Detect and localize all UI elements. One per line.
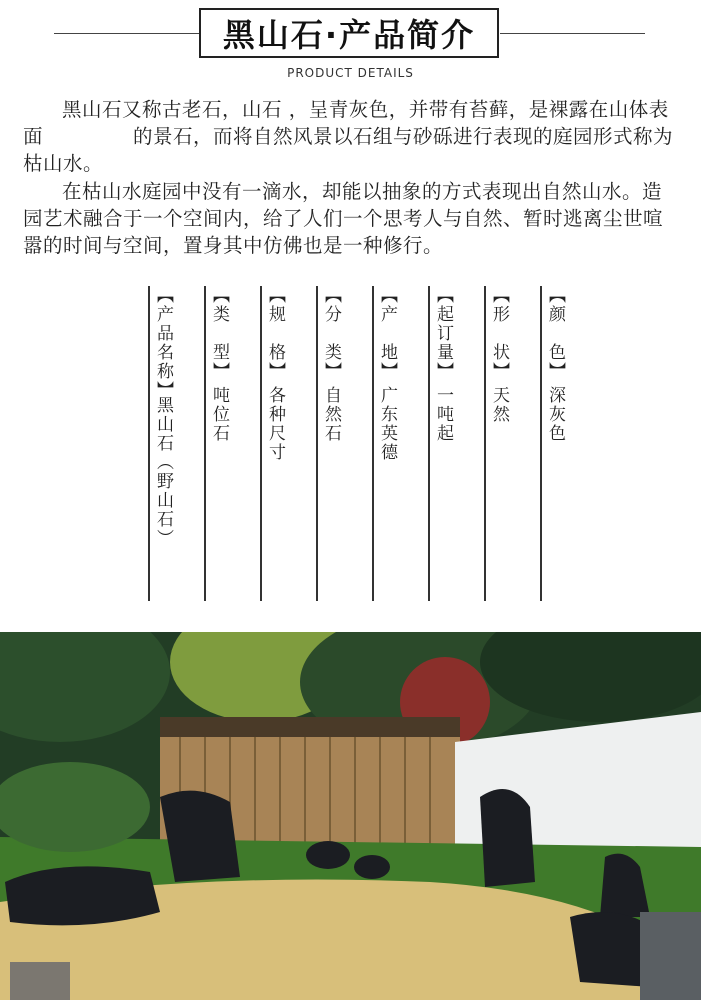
spec-column-name <box>148 286 204 601</box>
garden-scene-image <box>0 632 701 1000</box>
spec-value: 一吨起 <box>433 386 453 443</box>
spec-value: 各种尺寸 <box>265 386 285 462</box>
spec-column-shape <box>484 286 540 601</box>
spec-value: 自然石 <box>321 386 341 443</box>
intro-text-1b: 的景石，而将自然风景以石组与砂砾进行表现的庭园形式称为枯山水。 <box>23 125 674 175</box>
garden-photo <box>0 632 701 1000</box>
spec-divider <box>372 286 374 601</box>
spec-label: 【类 型】 <box>209 286 229 381</box>
spec-divider <box>484 286 486 601</box>
spec-divider <box>204 286 206 601</box>
page-subtitle: PRODUCT DETAILS <box>287 66 414 80</box>
spec-divider <box>428 286 430 601</box>
spec-column-color <box>540 286 596 601</box>
title-rule-left <box>54 33 199 34</box>
intro-text-2: 在枯山水庭园中没有一滴水，却能以抽象的方式表现出自然山水。造园艺术融合于一个空间内，给了人们一个思考人与自然、暂时逃离尘世喧嚣的时间与空间，置身其中仿佛也是一种修行。 <box>23 180 664 257</box>
spec-column-moq <box>428 286 484 601</box>
intro-text-1a: 黑山石又称古老石，山石 ，呈青灰色，并带有苔藓，是裸露在山体表面 <box>23 98 669 148</box>
intro-paragraph-2 <box>23 178 678 259</box>
spec-value: 黑山石（野山石） <box>153 396 173 548</box>
spec-value: 深灰色 <box>545 386 565 443</box>
spec-value: 广东英德 <box>377 386 397 462</box>
spec-column-size <box>260 286 316 601</box>
spec-label: 【分 类】 <box>321 286 341 381</box>
spec-label: 【规 格】 <box>265 286 285 381</box>
spec-divider <box>148 286 150 601</box>
spec-label: 【起订量】 <box>433 286 453 381</box>
blurred-text <box>43 126 133 146</box>
spec-table <box>148 286 568 606</box>
spec-value: 天然 <box>489 386 509 424</box>
spec-label: 【形 状】 <box>489 286 509 381</box>
page-title: 黑山石·产品简介 <box>222 16 476 54</box>
spec-divider <box>540 286 542 601</box>
spec-divider <box>316 286 318 601</box>
title-rule-right <box>500 33 645 34</box>
spec-label: 【颜 色】 <box>545 286 565 381</box>
spec-column-category <box>316 286 372 601</box>
title-box <box>199 8 499 58</box>
spec-column-type <box>204 286 260 601</box>
spec-label: 【产品名称】 <box>153 286 173 400</box>
spec-label: 【产 地】 <box>377 286 397 381</box>
spec-value: 吨位石 <box>209 386 229 443</box>
spec-column-origin <box>372 286 428 601</box>
intro-paragraph-1 <box>23 96 678 177</box>
spec-divider <box>260 286 262 601</box>
